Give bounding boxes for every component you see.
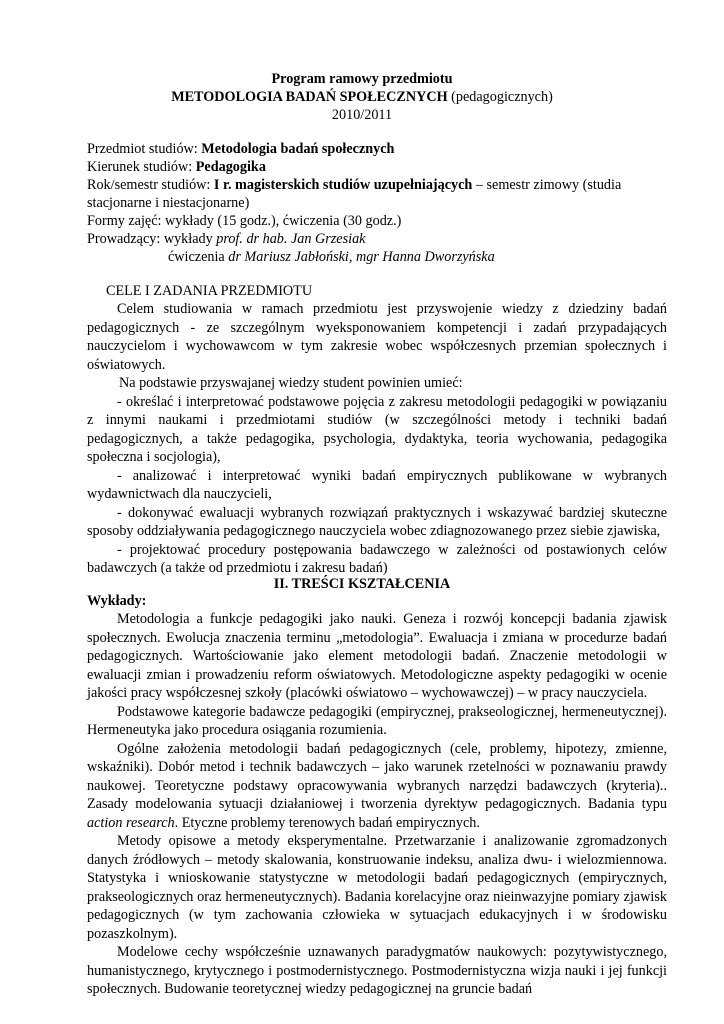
content-paragraph: Metody opisowe a metody eksperymentalne. Przetwarzanie i analizowanie zgromadzonych danych źródłowych – metody skalowania, konstruowanie indeksu, analiza dwu- i wielozmiennowa. Statystyka i wnioskowanie statystyczne w metodologii badań pedagogicznych (empirycznych, prakseologicznych oraz hermeneutycznych). Badania korelacyjne oraz nieinwazyjne pomiary zjawisk pedagogicznych (w tym zachowania człowieka w sytuacjach edukacyjnych i w środowisku pozaszkolnym).: [87, 833, 667, 942]
exercises-line: ćwiczenia dr Mariusz Jabłoński, mgr Hanna Dworzyńska: [168, 249, 495, 265]
goals-item: - analizować i interpretować wyniki badań empirycznych publikowane w wybranych wydawnictwach dla nauczycieli,: [87, 467, 667, 502]
goals-intro: Celem studiowania w ramach przedmiotu jest przyswojenie wiedzy z dziedziny badań pedagogicznych - ze szczególnym wyeksponowaniem kompetencji i zadań przypadających nauczycielom i wychowawcom w tym zakresie wobec współczesnych przemian społecznych i oświatowych.: [87, 301, 667, 373]
content-paragraph: Metodologia a funkcje pedagogiki jako nauki. Geneza i rozwój koncepcji badania zjawisk społecznych. Ewolucja znaczenia terminu „metodologia”. Ewaluacja i zmiana w procedurze badań pedagogicznych. Wartościowanie jako element metodologii badań. Znaczenie metodologii w ewaluacji zmian i prowadzeniu reform oświatowych. Metodologiczne aspekty pedagogiki w ocenie jakości pracy współczesnej szkoły (placówki oświatowo – wychowawczej) – w pracy nauczyciela.: [87, 611, 667, 701]
program-title: Program ramowy przedmiotu: [271, 71, 453, 87]
study-year-line: Rok/semestr studiów: I r. magisterskich studiów uzupełniających – semestr zimowy (studia: [87, 177, 622, 193]
direction-line: Kierunek studiów: Pedagogika: [87, 159, 266, 175]
goals-item: - określać i interpretować podstawowe pojęcia z zakresu metodologii pedagogiki w powiązaniu z innymi naukami i przedmiotami studiów (w szczególności metody i techniki badań pedagogicznych, a także pedagogika, psychologia, dydaktyka, teoria wychowania, pedagogika społeczna i socjologia),: [87, 393, 667, 465]
academic-year: 2010/2011: [331, 107, 393, 123]
goals-item: - dokonywać ewaluacji wybranych rozwiązań praktycznych i wskazywać bardziej skuteczne sposoby oddziaływania pedagogicznego nauczyciela wobec zdiagnozowanego przez siebie zjawiska,: [87, 504, 667, 539]
goals-body: [87, 300, 667, 578]
goals-heading: CELE I ZADANIA PRZEDMIOTU: [106, 283, 313, 299]
goals-item: - projektować procedury postępowania badawczego w zależności od postawionych celów badawczych (a także od przedmiotu i zakresu badań): [87, 541, 667, 576]
class-forms-line: Formy zajęć: wykłady (15 godz.), ćwiczenia (30 godz.): [87, 213, 402, 229]
content-body: [87, 610, 667, 999]
content-paragraph: Modelowe cechy współcześnie uznawanych paradygmatów naukowych: pozytywistycznego, humanistycznego, krytycznego i postmodernistycznego. Postmodernistyczna wizja nauki i jej funkcji społecznych. Budowanie teoretycznej wiedzy pedagogicznej na gruncie badań: [87, 944, 667, 997]
lecturers-line: Prowadzący: wykłady prof. dr hab. Jan Grzesiak: [87, 231, 366, 247]
content-paragraph: Ogólne założenia metodologii badań pedagogicznych (cele, problemy, hipotezy, zmienne, wskaźniki). Dobór metod i technik badawczych – jako warunek rzetelności w poznawaniu prawdy naukowej. Teoretyczne podstawy opracowywania wybranych narzędzi badawczych (kryteria).. Zasady modelowania sytuacji działaniowej i tworzenia dyrektyw pedagogicznych. Badania typu action research. Etyczne problemy terenowych badań empirycznych.: [87, 740, 667, 831]
course-title: METODOLOGIA BADAŃ SPOŁECZNYCH (pedagogicznych): [171, 89, 553, 105]
content-heading: II. TREŚCI KSZTAŁCENIA: [273, 576, 451, 592]
goals-lead: Na podstawie przyswajanej wiedzy student powinien umieć:: [119, 375, 463, 391]
lectures-label: Wykłady:: [87, 593, 147, 609]
study-year-line-2: stacjonarne i niestacjonarne): [87, 195, 250, 211]
content-paragraph: Podstawowe kategorie badawcze pedagogiki (empirycznej, prakseologicznej, hermeneutycznej). Hermeneutyka jako procedura osiągania rozumienia.: [87, 703, 667, 738]
subject-line: Przedmiot studiów: Metodologia badań społecznych: [87, 141, 395, 157]
